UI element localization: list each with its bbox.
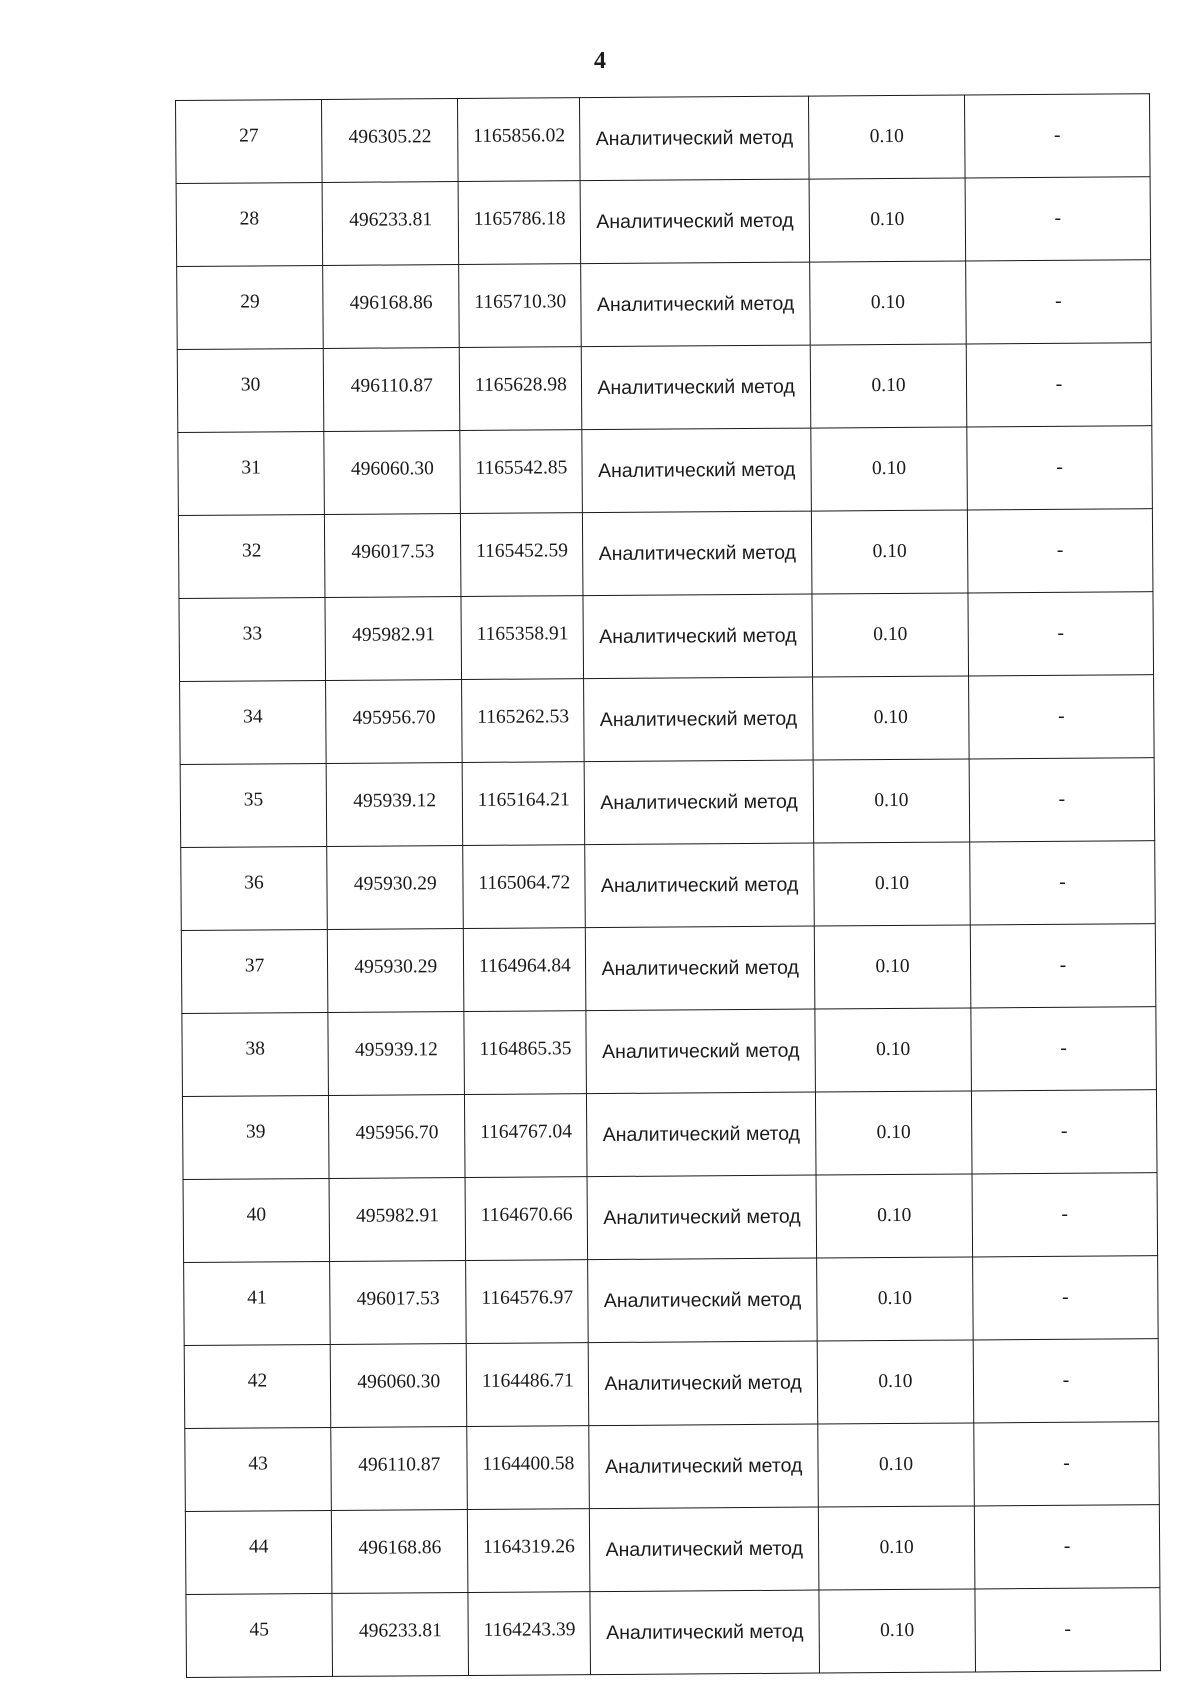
table-row [180, 758, 1155, 848]
note-cell: - [965, 177, 1151, 261]
page-number: 4 [594, 48, 606, 74]
table-row [186, 1588, 1161, 1678]
point-number-cell: 30 [177, 348, 324, 432]
table-row [176, 177, 1151, 267]
table-row [178, 509, 1153, 599]
note-cell: - [975, 1588, 1161, 1672]
table-row [179, 592, 1154, 682]
point-number-cell: 37 [181, 929, 328, 1013]
note-cell: - [973, 1339, 1159, 1423]
note-cell: - [968, 675, 1154, 759]
accuracy-cell: 0.10 [818, 1506, 974, 1590]
method-cell: Аналитический метод [588, 1258, 817, 1343]
table-row [177, 343, 1152, 433]
y-coordinate-cell: 1164865.35 [464, 1011, 586, 1095]
table-row [180, 675, 1155, 765]
point-number-cell: 31 [178, 431, 325, 515]
x-coordinate-cell: 496233.81 [332, 1592, 469, 1676]
note-cell: - [972, 1173, 1158, 1257]
note-cell: - [969, 758, 1155, 842]
point-number-cell: 44 [185, 1510, 332, 1594]
x-coordinate-cell: 496110.87 [331, 1426, 468, 1510]
note-cell: - [968, 592, 1154, 676]
table-row [176, 94, 1151, 184]
y-coordinate-cell: 1164486.71 [467, 1343, 589, 1427]
method-cell: Аналитический метод [585, 926, 814, 1011]
y-coordinate-cell: 1164670.66 [465, 1177, 587, 1261]
y-coordinate-cell: 1165164.21 [463, 762, 585, 846]
note-cell: - [973, 1256, 1159, 1340]
y-coordinate-cell: 1165542.85 [460, 430, 582, 514]
table-row [178, 426, 1153, 516]
note-cell: - [970, 924, 1156, 1008]
note-cell: - [966, 343, 1152, 427]
point-number-cell: 32 [178, 514, 325, 598]
x-coordinate-cell: 496017.53 [330, 1260, 467, 1344]
accuracy-cell: 0.10 [810, 344, 966, 428]
accuracy-cell: 0.10 [811, 427, 967, 511]
table-row [183, 1173, 1158, 1263]
table-row [181, 841, 1156, 931]
accuracy-cell: 0.10 [812, 593, 968, 677]
point-number-cell: 40 [183, 1178, 330, 1262]
method-cell: Аналитический метод [581, 262, 810, 347]
x-coordinate-cell: 496233.81 [322, 182, 459, 266]
table-row [177, 260, 1152, 350]
note-cell: - [974, 1505, 1160, 1589]
y-coordinate-cell: 1164243.39 [468, 1592, 590, 1676]
table-row [182, 1090, 1157, 1180]
note-cell: - [971, 1090, 1157, 1174]
table-row [182, 1007, 1157, 1097]
y-coordinate-cell: 1164400.58 [467, 1426, 589, 1510]
accuracy-cell: 0.10 [816, 1091, 972, 1175]
x-coordinate-cell: 495956.70 [329, 1095, 466, 1179]
method-cell: Аналитический метод [590, 1590, 819, 1675]
x-coordinate-cell: 495939.12 [328, 1012, 465, 1096]
method-cell: Аналитический метод [583, 511, 812, 596]
y-coordinate-cell: 1165786.18 [459, 181, 581, 265]
y-coordinate-cell: 1164767.04 [465, 1094, 587, 1178]
accuracy-cell: 0.10 [811, 510, 967, 594]
method-cell: Аналитический метод [580, 179, 809, 264]
x-coordinate-cell: 495930.29 [327, 846, 464, 930]
x-coordinate-cell: 496168.86 [331, 1509, 468, 1593]
point-number-cell: 36 [181, 846, 328, 930]
accuracy-cell: 0.10 [813, 759, 969, 843]
y-coordinate-cell: 1164319.26 [468, 1509, 590, 1593]
method-cell: Аналитический метод [583, 594, 812, 679]
point-number-cell: 43 [185, 1427, 332, 1511]
x-coordinate-cell: 496110.87 [323, 348, 460, 432]
accuracy-cell: 0.10 [818, 1423, 974, 1507]
note-cell: - [967, 509, 1153, 593]
method-cell: Аналитический метод [586, 1009, 815, 1094]
note-cell: - [970, 841, 1156, 925]
method-cell: Аналитический метод [581, 345, 810, 430]
point-number-cell: 33 [179, 597, 326, 681]
note-cell: - [971, 1007, 1157, 1091]
y-coordinate-cell: 1165262.53 [462, 679, 584, 763]
x-coordinate-cell: 495939.12 [326, 763, 463, 847]
y-coordinate-cell: 1165452.59 [461, 513, 583, 597]
accuracy-cell: 0.10 [815, 1008, 971, 1092]
x-coordinate-cell: 495982.91 [329, 1177, 466, 1261]
table-row [185, 1505, 1160, 1595]
point-number-cell: 41 [184, 1261, 331, 1345]
table-row [181, 924, 1156, 1014]
method-cell: Аналитический метод [587, 1092, 816, 1177]
y-coordinate-cell: 1165710.30 [459, 264, 581, 348]
table-row [184, 1339, 1159, 1429]
y-coordinate-cell: 1165856.02 [458, 98, 580, 182]
method-cell: Аналитический метод [582, 428, 811, 513]
point-number-cell: 27 [176, 99, 323, 183]
point-number-cell: 42 [184, 1344, 331, 1428]
point-number-cell: 35 [180, 763, 327, 847]
accuracy-cell: 0.10 [809, 178, 965, 262]
x-coordinate-cell: 495956.70 [326, 680, 463, 764]
note-cell: - [966, 260, 1152, 344]
note-cell: - [974, 1422, 1160, 1506]
x-coordinate-cell: 496305.22 [322, 99, 459, 183]
accuracy-cell: 0.10 [814, 842, 970, 926]
accuracy-cell: 0.10 [817, 1340, 973, 1424]
table-row [184, 1256, 1159, 1346]
y-coordinate-cell: 1165358.91 [461, 596, 583, 680]
point-number-cell: 29 [177, 265, 324, 349]
table-row [185, 1422, 1160, 1512]
coordinates-table [175, 93, 1161, 1678]
accuracy-cell: 0.10 [809, 95, 965, 179]
accuracy-cell: 0.10 [813, 676, 969, 760]
x-coordinate-cell: 495982.91 [325, 597, 462, 681]
method-cell: Аналитический метод [584, 677, 813, 762]
method-cell: Аналитический метод [588, 1341, 817, 1426]
point-number-cell: 34 [180, 680, 327, 764]
point-number-cell: 39 [182, 1095, 329, 1179]
method-cell: Аналитический метод [585, 843, 814, 928]
table-body [176, 94, 1161, 1678]
point-number-cell: 38 [182, 1012, 329, 1096]
accuracy-cell: 0.10 [814, 925, 970, 1009]
note-cell: - [964, 94, 1150, 178]
accuracy-cell: 0.10 [816, 1174, 972, 1258]
accuracy-cell: 0.10 [810, 261, 966, 345]
x-coordinate-cell: 496060.30 [330, 1343, 467, 1427]
method-cell: Аналитический метод [587, 1175, 816, 1260]
x-coordinate-cell: 495930.29 [327, 929, 464, 1013]
accuracy-cell: 0.10 [817, 1257, 973, 1341]
y-coordinate-cell: 1165628.98 [460, 347, 582, 431]
accuracy-cell: 0.10 [819, 1589, 975, 1673]
method-cell: Аналитический метод [584, 760, 813, 845]
y-coordinate-cell: 1165064.72 [463, 845, 585, 929]
y-coordinate-cell: 1164576.97 [466, 1260, 588, 1344]
x-coordinate-cell: 496060.30 [324, 431, 461, 515]
method-cell: Аналитический метод [580, 96, 809, 181]
y-coordinate-cell: 1164964.84 [464, 928, 586, 1012]
x-coordinate-cell: 496168.86 [323, 265, 460, 349]
point-number-cell: 28 [176, 182, 323, 266]
point-number-cell: 45 [186, 1593, 333, 1677]
note-cell: - [967, 426, 1153, 510]
method-cell: Аналитический метод [589, 1424, 818, 1509]
method-cell: Аналитический метод [590, 1507, 819, 1592]
x-coordinate-cell: 496017.53 [324, 514, 461, 598]
